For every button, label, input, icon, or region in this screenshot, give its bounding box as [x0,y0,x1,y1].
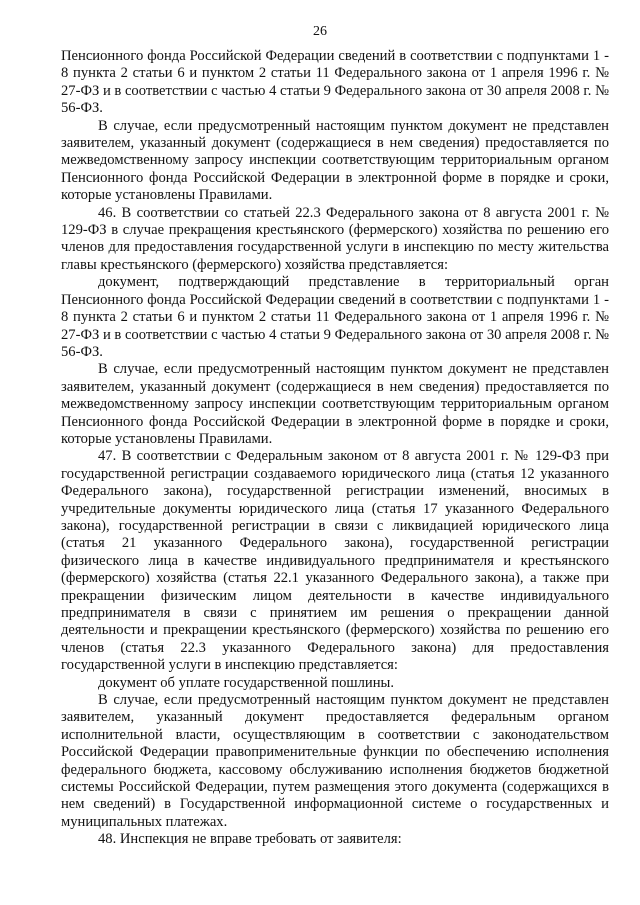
paragraph-confirmation-document: документ, подтверждающий представление в территориальный орган Пенсионного фонда Российской Федерации сведений в соответствии с подпунктами 1 - 8 пункта 2 статьи 6 и пунктом 2 статьи 11 Федерального закона от 1 апреля 1996 г. № 27-ФЗ и в соответствии с частью 4 статьи 9 Федерального закона от 30 апреля 2008 г. № 56-ФЗ. [61,274,609,360]
paragraph-state-duty: документ об уплате государственной пошлины. [98,674,394,691]
paragraph-interagency-request: В случае, если предусмотренный настоящим пунктом документ не представлен заявителем, указанный документ (содержащиеся в нем сведения) предоставляется по межведомственному запросу инспекции соответствующим территориальным органом Пенсионного фонда Российской Федерации в электронной форме в порядке и сроки, которые установлены Правилами. [61,117,609,204]
paragraph-interagency-request-2: В случае, если предусмотренный настоящим пунктом документ не представлен заявителем, указанный документ (содержащиеся в нем сведения) предоставляется по межведомственному запросу инспекции соответствующим территориальным органом Пенсионного фонда Российской Федерации в электронной форме в порядке и сроки, которые установлены Правилами. [61,361,609,447]
paragraph-item-47: 47. В соответствии с Федеральным законом от 8 августа 2001 г. № 129-ФЗ при государственной регистрации создаваемого юридического лица (статья 12 указанного Федерального закона), государственной регистрации изменений, вносимых в учредительные документы юридического лица (статья 17 указанного Федерального закона), государственной регистрации в связи с ликвидацией юридического лица (статья 21 указанного Федерального закона), государственной регистрации физического лица в качестве индивидуального предпринимателя и крестьянского (фермерского) хозяйства (статья 22.1 указанного Федерального закона), а также при прекращении физическим лицом деятельности в качестве индивидуального предпринимателя в связи с принятием им решения о прекращении данной деятельности и прекращении крестьянского (фермерского) хозяйства по решению его членов (статья 22.3 указанного Федерального закона) для предоставления государственной услуги в инспекцию представляется: [61,448,609,674]
document-body [61,48,609,849]
paragraph-item-46: 46. В соответствии со статьей 22.3 Федерального закона от 8 августа 2001 г. № 129-ФЗ в случае прекращения крестьянского (фермерского) хозяйства по решению его членов для предоставления государственной услуги в инспекцию по месту жительства главы крестьянского (фермерского) хозяйства представляется: [61,204,609,273]
paragraph-continuation: Пенсионного фонда Российской Федерации сведений в соответствии с подпунктами 1 - 8 пункта 2 статьи 6 и пунктом 2 статьи 11 Федерального закона от 1 апреля 1996 г. № 27-ФЗ и в соответствии с частью 4 статьи 9 Федерального закона от 30 апреля 2008 г. № 56-ФЗ. [61,48,609,117]
paragraph-treasury-provision: В случае, если предусмотренный настоящим пунктом документ не представлен заявителем, указанный документ предоставляется федеральным органом исполнительной власти, осуществляющим в соответствии с законодательством Российской Федерации правоприменительные функции по обеспечению исполнения федерального бюджета, кассовому обслуживанию исполнения бюджетов бюджетной системы Российской Федерации, путем размещения этого документа (содержащихся в нем сведений) в Государственной информационной системе о государственных и муниципальных платежах. [61,692,609,830]
paragraph-item-48: 48. Инспекция не вправе требовать от заявителя: [98,831,402,848]
page-number: 26 [313,24,327,39]
